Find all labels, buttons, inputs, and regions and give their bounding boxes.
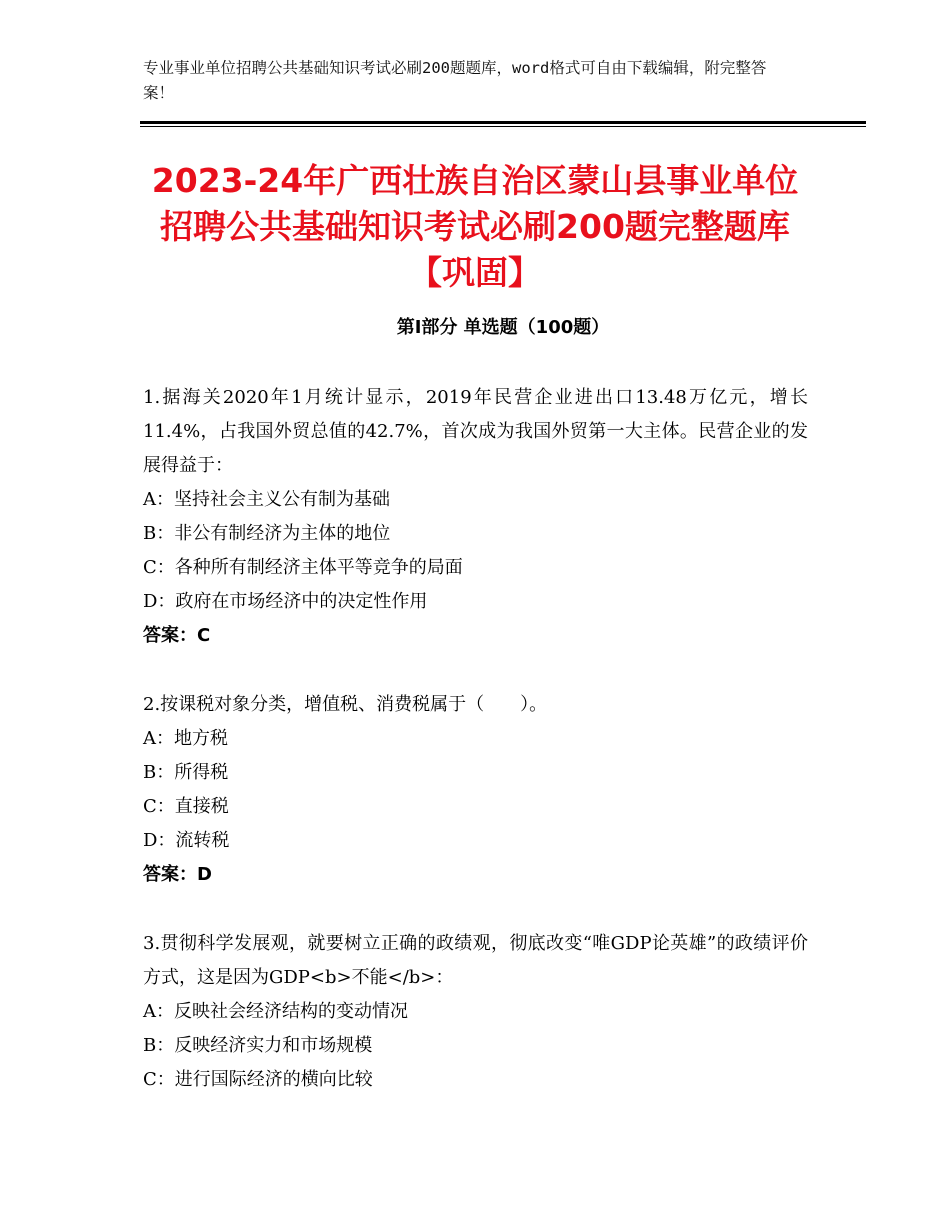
- option-a: A：地方税: [143, 728, 228, 749]
- document-title: [130, 158, 820, 296]
- option-c: C：各种所有制经济主体平等竞争的局面: [143, 557, 463, 578]
- question-stem: 1.据海关2020年1月统计显示，2019年民营企业进出口13.48万亿元，增长11.4%，占我国外贸总值的42.7%，首次成为我国外贸第一大主体。民营企业的发展得益于：: [143, 387, 808, 476]
- document-title-line-2: 招聘公共基础知识考试必刷200题完整题库: [160, 207, 790, 246]
- question-2: [143, 688, 808, 892]
- header-note: 专业事业单位招聘公共基础知识考试必刷200题题库，word格式可自由下载编辑，附完整答案！: [143, 59, 767, 102]
- option-d: D：政府在市场经济中的决定性作用: [143, 591, 428, 612]
- option-c: C：进行国际经济的横向比较: [143, 1069, 373, 1090]
- answer: 答案：C: [143, 625, 211, 646]
- question-stem: 2.按课税对象分类，增值税、消费税属于（ ）。: [143, 694, 548, 715]
- question-3: [143, 927, 808, 1097]
- option-d: D：流转税: [143, 830, 230, 851]
- option-a: A：坚持社会主义公有制为基础: [143, 489, 390, 510]
- section-title: 第Ⅰ部分 单选题（100题）: [396, 317, 610, 338]
- answer: 答案：D: [143, 864, 212, 885]
- question-1: [143, 381, 808, 653]
- document-title-line-1: 2023-24年广西壮族自治区蒙山县事业单位: [151, 161, 799, 200]
- option-b: B：所得税: [143, 762, 229, 783]
- option-a: A：反映社会经济结构的变动情况: [143, 1001, 408, 1022]
- option-c: C：直接税: [143, 796, 229, 817]
- header-rule-thin: [140, 126, 866, 127]
- question-stem: 3.贯彻科学发展观，就要树立正确的政绩观，彻底改变“唯GDP论英雄”的政绩评价方式，这是因为GDP<b>不能</b>：: [143, 933, 808, 988]
- option-b: B：反映经济实力和市场规模: [143, 1035, 373, 1056]
- document-title-line-3: 【巩固】: [409, 253, 541, 292]
- header-rule-thick: [140, 121, 866, 124]
- option-b: B：非公有制经济为主体的地位: [143, 523, 391, 544]
